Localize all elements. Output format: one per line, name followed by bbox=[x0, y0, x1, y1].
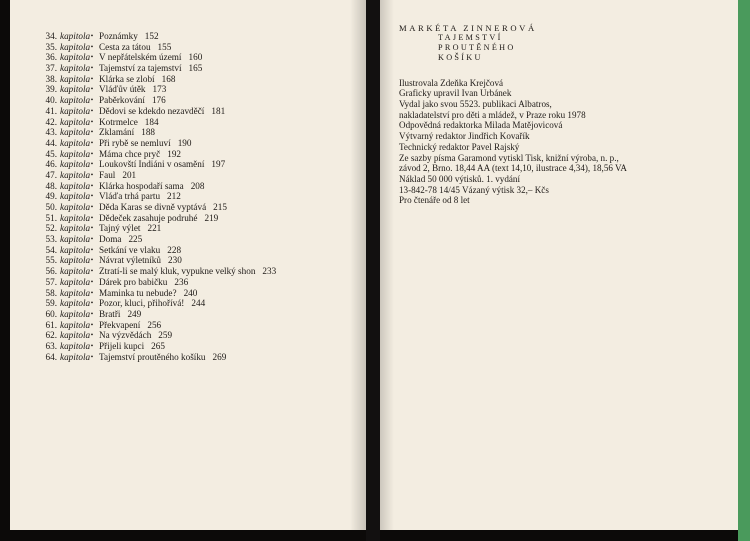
chapter-number: 35. bbox=[45, 41, 57, 52]
page-number: 265 bbox=[151, 340, 165, 351]
toc-entry bbox=[34, 298, 276, 309]
toc-entry bbox=[34, 223, 276, 234]
chapter-label: kapitola bbox=[60, 255, 91, 266]
chapter-title: Vláďův útěk bbox=[99, 84, 146, 95]
chapter-title: Pozor, kluci, přihořívá! bbox=[99, 298, 185, 309]
chapter-title: Klárka hospodaří sama bbox=[99, 180, 184, 191]
toc-entry bbox=[34, 127, 276, 138]
bullet-icon: • bbox=[90, 181, 94, 190]
chapter-number: 40. bbox=[45, 95, 57, 106]
toc-entry bbox=[34, 117, 276, 128]
chapter-label: kapitola bbox=[60, 212, 91, 223]
bullet-icon: • bbox=[90, 85, 94, 94]
chapter-number: 50. bbox=[45, 202, 57, 212]
bullet-icon: • bbox=[90, 299, 94, 308]
page-number: 176 bbox=[151, 95, 166, 106]
toc-entry bbox=[34, 255, 276, 266]
chapter-title: Klárka se zlobí bbox=[99, 73, 155, 84]
chapter-title: Paběrkování bbox=[99, 95, 145, 106]
chapter-number: 56. bbox=[45, 266, 57, 277]
chapter-title: Faul bbox=[99, 169, 116, 180]
toc-entry bbox=[34, 63, 276, 74]
title-line: TAJEMSTVÍ bbox=[438, 33, 503, 42]
bullet-icon: • bbox=[90, 64, 94, 73]
toc-entry bbox=[34, 277, 276, 288]
chapter-title: Děda Karas se divně vyptává bbox=[99, 202, 207, 212]
page-number: 269 bbox=[212, 351, 227, 362]
chapter-number: 45. bbox=[45, 148, 57, 159]
bullet-icon: • bbox=[90, 256, 94, 265]
chapter-label: kapitola bbox=[60, 180, 91, 191]
toc-entry bbox=[34, 74, 276, 85]
chapter-label: kapitola bbox=[60, 95, 91, 106]
page-number: 240 bbox=[183, 287, 198, 298]
chapter-number: 47. bbox=[45, 169, 57, 180]
page-number: 184 bbox=[144, 116, 159, 127]
toc-entry bbox=[34, 352, 276, 363]
chapter-label: kapitola bbox=[60, 63, 91, 74]
chapter-title: Tajemství proutěného košíku bbox=[99, 351, 206, 362]
chapter-title: Dědeček zasahuje podruhé bbox=[99, 212, 198, 223]
bullet-icon: • bbox=[90, 277, 94, 286]
chapter-number: 36. bbox=[45, 52, 57, 63]
bullet-icon: • bbox=[90, 224, 94, 233]
credit-line: Technický redaktor Pavel Rajský bbox=[399, 141, 520, 152]
chapter-title: Vláďa trhá partu bbox=[99, 191, 161, 202]
page-number: 233 bbox=[262, 266, 277, 277]
book-title bbox=[438, 33, 729, 64]
toc-entry bbox=[34, 138, 276, 149]
toc-entry bbox=[34, 95, 276, 106]
table-of-contents bbox=[34, 31, 276, 362]
chapter-number: 44. bbox=[45, 137, 57, 148]
chapter-label: kapitola bbox=[60, 84, 91, 95]
bullet-icon: • bbox=[90, 32, 94, 40]
chapter-number: 63. bbox=[45, 340, 57, 351]
bullet-icon: • bbox=[90, 160, 94, 169]
page-number: 215 bbox=[213, 202, 227, 212]
bullet-icon: • bbox=[90, 320, 94, 329]
bullet-icon: • bbox=[90, 309, 94, 318]
chapter-title: Bratři bbox=[99, 308, 121, 319]
bullet-icon: • bbox=[90, 341, 94, 350]
page-number: 249 bbox=[127, 308, 142, 319]
chapter-label: kapitola bbox=[60, 351, 91, 362]
chapter-number: 52. bbox=[45, 223, 57, 234]
credit-line: Náklad 50 000 výtisků. 1. vydání bbox=[399, 173, 520, 184]
chapter-title: Zklamání bbox=[99, 127, 135, 138]
chapter-label: kapitola bbox=[60, 191, 91, 202]
chapter-title: Cesta za tátou bbox=[99, 41, 151, 52]
chapter-label: kapitola bbox=[60, 127, 91, 138]
toc-entry bbox=[34, 42, 276, 53]
right-page bbox=[380, 0, 738, 530]
chapter-number: 37. bbox=[45, 63, 57, 74]
chapter-number: 62. bbox=[45, 330, 57, 341]
chapter-label: kapitola bbox=[60, 308, 91, 319]
toc-entry bbox=[34, 234, 276, 245]
title-line: PROUTĚNÉHO bbox=[438, 43, 516, 53]
page-number: 155 bbox=[157, 41, 172, 52]
credit-line: Graficky upravil Ivan Urbánek bbox=[399, 88, 512, 99]
bullet-icon: • bbox=[90, 331, 94, 340]
page-number: 160 bbox=[188, 52, 203, 63]
chapter-label: kapitola bbox=[60, 31, 91, 41]
chapter-number: 43. bbox=[45, 127, 57, 138]
chapter-number: 55. bbox=[45, 255, 57, 266]
bullet-icon: • bbox=[90, 288, 94, 297]
bullet-icon: • bbox=[90, 74, 94, 83]
chapter-number: 54. bbox=[45, 244, 57, 255]
toc-entry bbox=[34, 181, 276, 192]
chapter-title: Přijeli kupci bbox=[99, 340, 145, 351]
bullet-icon: • bbox=[90, 106, 94, 115]
toc-entry bbox=[34, 330, 276, 341]
chapter-title: Máma chce pryč bbox=[99, 148, 161, 159]
chapter-label: kapitola bbox=[60, 105, 91, 116]
book-cover-edge bbox=[738, 0, 750, 541]
toc-entry bbox=[34, 202, 276, 213]
credit-line: Ze sazby písma Garamond vytiskl Tisk, knižní výroba, n. p., bbox=[399, 152, 619, 163]
bullet-icon: • bbox=[90, 267, 94, 276]
toc-entry bbox=[34, 288, 276, 299]
page-number: 221 bbox=[147, 223, 162, 234]
chapter-number: 58. bbox=[45, 287, 57, 298]
chapter-label: kapitola bbox=[60, 169, 91, 180]
credit-line: 13-842-78 14/45 Vázaný výtisk 32,– Kčs bbox=[399, 184, 549, 195]
toc-entry bbox=[34, 84, 276, 95]
credit-line: Odpovědná redaktorka Milada Matějovicová bbox=[399, 120, 563, 131]
chapter-title: Setkání ve vlaku bbox=[99, 244, 161, 255]
chapter-title: Návrat výletníků bbox=[99, 255, 161, 266]
bullet-icon: • bbox=[90, 245, 94, 254]
chapter-title: Překvapení bbox=[99, 319, 141, 330]
bullet-icon: • bbox=[90, 170, 94, 179]
chapter-title: Na výzvědách bbox=[99, 330, 152, 341]
toc-entry bbox=[34, 245, 276, 256]
toc-entry bbox=[34, 213, 276, 224]
bullet-icon: • bbox=[90, 149, 94, 158]
chapter-title: Ztratí-li se malý kluk, vypukne velký shon bbox=[99, 266, 256, 277]
chapter-title: Doma bbox=[99, 234, 122, 245]
page-number: 244 bbox=[191, 298, 206, 309]
chapter-number: 59. bbox=[45, 298, 57, 309]
chapter-label: kapitola bbox=[60, 137, 91, 148]
credit-line: Ilustrovala Zdeňka Krejčová bbox=[399, 77, 504, 88]
chapter-label: kapitola bbox=[60, 287, 91, 298]
credits bbox=[399, 78, 729, 206]
page-number: 230 bbox=[168, 255, 182, 266]
chapter-number: 53. bbox=[45, 234, 57, 245]
toc-entry bbox=[34, 149, 276, 160]
chapter-label: kapitola bbox=[60, 298, 91, 309]
page-number: 165 bbox=[188, 63, 203, 74]
bullet-icon: • bbox=[90, 42, 94, 51]
chapter-number: 39. bbox=[45, 84, 57, 95]
chapter-label: kapitola bbox=[60, 319, 91, 330]
chapter-number: 51. bbox=[45, 212, 57, 223]
chapter-title: Tajemství za tajemství bbox=[99, 63, 182, 74]
credit-line: nakladatelství pro děti a mládež, v Praze roku 1978 bbox=[399, 109, 586, 120]
chapter-number: 64. bbox=[45, 351, 57, 362]
credit-line: Výtvarný redaktor Jindřich Kovařík bbox=[399, 131, 530, 142]
chapter-title: Dědovi se kdekdo nezavděčí bbox=[99, 105, 205, 116]
page-number: 256 bbox=[147, 319, 162, 330]
imprint bbox=[399, 23, 729, 206]
credit-line: Vydal jako svou 5523. publikaci Albatros, bbox=[399, 99, 552, 110]
page-number: 228 bbox=[167, 244, 182, 255]
toc-entry bbox=[34, 341, 276, 352]
chapter-label: kapitola bbox=[60, 148, 91, 159]
chapter-number: 48. bbox=[45, 180, 57, 191]
chapter-label: kapitola bbox=[60, 340, 91, 351]
chapter-label: kapitola bbox=[60, 41, 91, 52]
chapter-label: kapitola bbox=[60, 73, 91, 84]
chapter-title: Loukovští Indiáni v osamění bbox=[99, 159, 205, 170]
bullet-icon: • bbox=[90, 213, 94, 222]
page-number: 259 bbox=[158, 330, 173, 341]
page-number: 168 bbox=[161, 73, 176, 84]
chapter-number: 41. bbox=[45, 105, 57, 116]
chapter-number: 38. bbox=[45, 73, 57, 84]
bullet-icon: • bbox=[90, 138, 94, 147]
page-number: 201 bbox=[122, 169, 137, 180]
page-number: 208 bbox=[190, 180, 205, 191]
chapter-number: 61. bbox=[45, 319, 57, 330]
chapter-number: 34. bbox=[45, 31, 57, 41]
page-number: 181 bbox=[211, 105, 226, 116]
credit-line: závod 2, Brno. 18,44 AA (text 14,10, ilustrace 4,34), 18,56 VA bbox=[399, 163, 627, 174]
page-number: 225 bbox=[128, 234, 143, 245]
bullet-icon: • bbox=[90, 96, 94, 105]
toc-entry bbox=[34, 266, 276, 277]
chapter-label: kapitola bbox=[60, 202, 91, 212]
chapter-title: Kotrmelce bbox=[99, 116, 138, 127]
chapter-title: Při rybě se nemluví bbox=[99, 137, 171, 148]
chapter-number: 42. bbox=[45, 116, 57, 127]
toc-entry bbox=[34, 320, 276, 331]
toc-entry bbox=[34, 191, 276, 202]
chapter-title: Maminka tu nebude? bbox=[99, 287, 177, 298]
bullet-icon: • bbox=[90, 352, 94, 361]
toc-entry bbox=[34, 170, 276, 181]
chapter-title: Tajný výlet bbox=[99, 223, 141, 234]
toc-entry bbox=[34, 159, 276, 170]
page-number: 152 bbox=[144, 31, 159, 41]
bullet-icon: • bbox=[90, 117, 94, 126]
bullet-icon: • bbox=[90, 235, 94, 244]
page-number: 219 bbox=[204, 212, 219, 223]
credit-line: Pro čtenáře od 8 let bbox=[399, 195, 470, 206]
chapter-label: kapitola bbox=[60, 234, 91, 245]
left-page bbox=[10, 0, 366, 530]
page-number: 188 bbox=[141, 127, 155, 138]
page-number: 190 bbox=[177, 137, 192, 148]
chapter-label: kapitola bbox=[60, 330, 91, 341]
page-number: 212 bbox=[167, 191, 181, 202]
page-number: 192 bbox=[167, 148, 181, 159]
chapter-number: 46. bbox=[45, 159, 57, 170]
chapter-label: kapitola bbox=[60, 223, 91, 234]
chapter-label: kapitola bbox=[60, 276, 91, 287]
chapter-label: kapitola bbox=[60, 52, 91, 63]
chapter-label: kapitola bbox=[60, 266, 91, 277]
author-name: MARKÉTA ZINNEROVÁ bbox=[399, 23, 537, 33]
chapter-label: kapitola bbox=[60, 159, 91, 170]
bullet-icon: • bbox=[90, 203, 94, 211]
bullet-icon: • bbox=[90, 192, 94, 201]
bullet-icon: • bbox=[90, 128, 94, 137]
page-number: 197 bbox=[211, 159, 226, 170]
chapter-number: 57. bbox=[45, 276, 57, 287]
book-gutter bbox=[366, 0, 380, 541]
chapter-label: kapitola bbox=[60, 244, 91, 255]
toc-entry bbox=[34, 309, 276, 320]
page-number: 236 bbox=[174, 276, 189, 287]
chapter-title: V nepřátelském území bbox=[99, 52, 182, 63]
chapter-number: 49. bbox=[45, 191, 57, 202]
toc-entry bbox=[34, 52, 276, 63]
chapter-label: kapitola bbox=[60, 116, 91, 127]
title-line: KOŠÍKU bbox=[438, 53, 483, 63]
chapter-number: 60. bbox=[45, 308, 57, 319]
toc-entry bbox=[34, 106, 276, 117]
page-number: 173 bbox=[152, 84, 167, 95]
chapter-title: Poznámky bbox=[99, 31, 138, 41]
toc-entry bbox=[34, 31, 276, 42]
bullet-icon: • bbox=[90, 53, 94, 62]
chapter-title: Dárek pro babičku bbox=[99, 276, 168, 287]
